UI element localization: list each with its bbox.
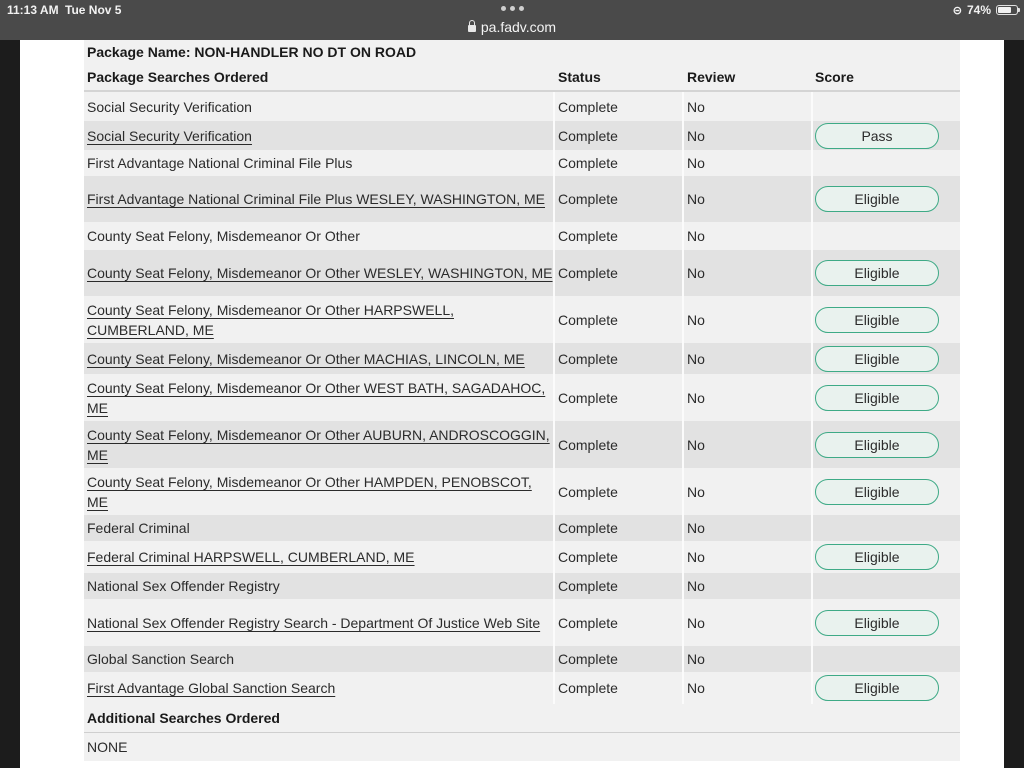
column-header-status: Status: [558, 69, 601, 85]
status-cell: Complete: [553, 468, 682, 515]
search-name-cell: [84, 672, 553, 704]
review-cell: No: [682, 468, 811, 515]
column-header-score: Score: [815, 69, 854, 85]
search-detail-link[interactable]: Federal Criminal HARPSWELL, CUMBERLAND, ME: [87, 549, 415, 565]
review-cell: No: [682, 421, 811, 468]
score-cell: [811, 468, 960, 515]
table-row: [84, 515, 960, 541]
search-rows: [84, 92, 960, 704]
review-cell: No: [682, 515, 811, 541]
status-cell: Complete: [553, 672, 682, 704]
table-row: [84, 176, 960, 222]
score-pill-button[interactable]: Eligible: [815, 544, 939, 570]
review-cell: No: [682, 343, 811, 374]
score-pill-button[interactable]: Eligible: [815, 479, 939, 505]
table-row: [84, 296, 960, 343]
search-name-cell: [84, 646, 553, 672]
score-cell: [811, 150, 960, 176]
score-cell: [811, 541, 960, 573]
table-row: [84, 468, 960, 515]
review-cell: No: [682, 296, 811, 343]
score-cell: [811, 573, 960, 599]
review-cell: No: [682, 92, 811, 121]
search-name: Federal Criminal: [87, 520, 190, 536]
score-cell: [811, 343, 960, 374]
search-name-cell: [84, 92, 553, 121]
review-cell: No: [682, 222, 811, 250]
column-header-row: [84, 64, 960, 92]
score-cell: [811, 176, 960, 222]
column-header-search: Package Searches Ordered: [87, 69, 269, 85]
status-cell: Complete: [553, 646, 682, 672]
status-date: Tue Nov 5: [65, 3, 122, 17]
table-row: [84, 573, 960, 599]
status-cell: Complete: [553, 121, 682, 150]
search-name: National Sex Offender Registry: [87, 578, 280, 594]
score-cell: [811, 250, 960, 296]
package-table: [84, 40, 960, 761]
table-row: [84, 599, 960, 646]
status-indicators: [953, 3, 1018, 17]
table-row: [84, 92, 960, 121]
score-pill-button[interactable]: Pass: [815, 123, 939, 149]
review-cell: No: [682, 573, 811, 599]
search-name: County Seat Felony, Misdemeanor Or Other: [87, 228, 360, 244]
additional-searches-value: NONE: [87, 739, 128, 755]
status-cell: Complete: [553, 374, 682, 421]
status-cell: Complete: [553, 541, 682, 573]
score-cell: [811, 92, 960, 121]
review-cell: No: [682, 176, 811, 222]
search-name-cell: [84, 250, 553, 296]
score-pill-button[interactable]: Eligible: [815, 385, 939, 411]
search-name-cell: [84, 121, 553, 150]
status-cell: Complete: [553, 176, 682, 222]
package-name: Package Name: NON-HANDLER NO DT ON ROAD: [87, 44, 417, 60]
web-page: [20, 40, 1004, 768]
search-detail-link[interactable]: National Sex Offender Registry Search - Department Of Justice Web Site: [87, 614, 541, 631]
search-name-cell: [84, 468, 553, 515]
search-name-cell: [84, 421, 553, 468]
ios-status-bar: [0, 0, 1024, 40]
table-row: [84, 646, 960, 672]
search-detail-link[interactable]: County Seat Felony, Misdemeanor Or Other MACHIAS, LINCOLN, ME: [87, 350, 525, 367]
score-cell: [811, 121, 960, 150]
table-row: [84, 541, 960, 573]
address-bar[interactable]: [0, 19, 1024, 35]
score-pill-button[interactable]: Eligible: [815, 610, 939, 636]
table-row: [84, 222, 960, 250]
review-cell: No: [682, 374, 811, 421]
battery-icon: [996, 5, 1018, 15]
score-pill-button[interactable]: Eligible: [815, 307, 939, 333]
table-row: [84, 250, 960, 296]
review-cell: No: [682, 672, 811, 704]
multitasking-dots-icon[interactable]: [501, 6, 524, 11]
score-cell: [811, 374, 960, 421]
table-row: [84, 374, 960, 421]
additional-searches-heading: Additional Searches Ordered: [84, 704, 960, 733]
search-detail-link[interactable]: County Seat Felony, Misdemeanor Or Other WESLEY, WASHINGTON, ME: [87, 265, 553, 281]
search-detail-link[interactable]: County Seat Felony, Misdemeanor Or Other HARPSWELL, CUMBERLAND, ME: [87, 301, 454, 338]
review-cell: No: [682, 541, 811, 573]
score-pill-button[interactable]: Eligible: [815, 675, 939, 701]
search-detail-link[interactable]: First Advantage National Criminal File Plus WESLEY, WASHINGTON, ME: [87, 191, 545, 207]
table-row: [84, 121, 960, 150]
column-header-review: Review: [687, 69, 736, 85]
search-name-cell: [84, 176, 553, 222]
table-row: [84, 421, 960, 468]
search-name-cell: [84, 573, 553, 599]
search-detail-link[interactable]: First Advantage Global Sanction Search: [87, 680, 336, 696]
status-cell: Complete: [553, 250, 682, 296]
review-cell: No: [682, 599, 811, 646]
search-name-cell: [84, 222, 553, 250]
score-cell: [811, 222, 960, 250]
status-cell: Complete: [553, 421, 682, 468]
status-cell: Complete: [553, 515, 682, 541]
search-detail-link[interactable]: Social Security Verification: [87, 127, 252, 144]
battery-percent: 74%: [966, 3, 991, 17]
score-cell: [811, 672, 960, 704]
search-name-cell: [84, 599, 553, 646]
review-cell: No: [682, 646, 811, 672]
score-pill-button[interactable]: Eligible: [815, 186, 939, 212]
search-name-cell: [84, 296, 553, 343]
table-row: [84, 672, 960, 704]
status-cell: Complete: [553, 599, 682, 646]
search-detail-link[interactable]: County Seat Felony, Misdemeanor Or Other AUBURN, ANDROSCOGGIN, ME: [87, 426, 550, 463]
review-cell: No: [682, 150, 811, 176]
search-detail-link[interactable]: County Seat Felony, Misdemeanor Or Other HAMPDEN, PENOBSCOT, ME: [87, 473, 532, 510]
status-cell: Complete: [553, 92, 682, 121]
search-name-cell: [84, 541, 553, 573]
search-name-cell: [84, 343, 553, 374]
status-cell: Complete: [553, 222, 682, 250]
search-name: First Advantage National Criminal File Plus: [87, 155, 353, 171]
lock-icon: [468, 25, 476, 32]
search-detail-link[interactable]: County Seat Felony, Misdemeanor Or Other WEST BATH, SAGADAHOC, ME: [87, 379, 546, 416]
score-cell: [811, 296, 960, 343]
score-cell: [811, 515, 960, 541]
url-text: pa.fadv.com: [480, 19, 557, 35]
status-time: 11:13 AM: [7, 3, 59, 17]
score-pill-button[interactable]: Eligible: [815, 432, 939, 458]
table-row: [84, 150, 960, 176]
search-name-cell: [84, 515, 553, 541]
status-cell: Complete: [553, 150, 682, 176]
search-name-cell: [84, 150, 553, 176]
review-cell: No: [682, 121, 811, 150]
score-pill-button[interactable]: Eligible: [815, 260, 939, 286]
score-cell: [811, 599, 960, 646]
score-pill-button[interactable]: Eligible: [815, 346, 939, 372]
score-cell: [811, 646, 960, 672]
search-name-cell: [84, 374, 553, 421]
score-cell: [811, 421, 960, 468]
status-cell: Complete: [553, 573, 682, 599]
status-cell: Complete: [553, 343, 682, 374]
status-cell: Complete: [553, 296, 682, 343]
search-name: Social Security Verification: [87, 98, 252, 115]
search-name: Global Sanction Search: [87, 651, 235, 667]
screen-lock-icon: ⊝: [952, 4, 962, 17]
review-cell: No: [682, 250, 811, 296]
table-row: [84, 343, 960, 374]
